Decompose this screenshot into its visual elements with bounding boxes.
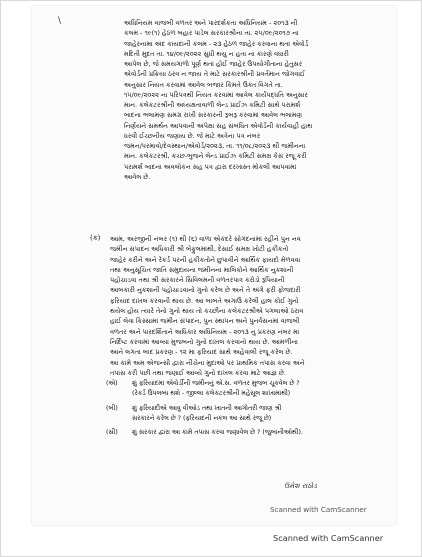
signature: ઉમેશ રાઠોડ: [284, 482, 317, 490]
paragraph-1: અધિનિયમ વાજબી વળતર અને પારદર્શકતા અધિનિયમ - ૨૦૧૩ ની કલમ - ૧૯(૧) હેઠળ બહાર પાડેલ સરકારશ્રીના તા. ૨૫/૦૯/૨૦૧૭ ના જાહેરનામા અંદ કાયદાની કલમ - ૨૩ હેઠળ જાહેર કરવાના થતાં એવોર્ડ મદિતી મુદત તા. ૧૪/૦૯/૨૦૨૨ સુધી થયુ ન હતા ના કારણે વધારી આપેલ છે, જે સમયગાળો પૂર્ણ થતાં હોઈ જાહેર ઉપયોગીતાના હેતુસર એવોર્ડની પ્રક્રિયા ઠરવ ન જાય તે માટે સરકારશ્રીની પ્રવર્તમાન જોગવાઈ અનુસાર નિયત કરવામાં આવેલ બજાર કિંમતે ઉક્ત વિગતે તા. ૧૫/૦૯/૨૦૨૨ ના પરિપત્રથી નિયત કરવામાં આવેલ કાર્યપદ્ધતિ અનુસાર માન. કલેકટરશ્રીની અધ્યક્ષતાવાળી લેન્ડ પ્રાઈઝ કમિટી સાથે પરામર્શ બાદના ભલામણ સમગ્ર રાખી સરકારની રૂબરૂ કરવામાં આવેલ ભલામણ નિર્ણયને સમર્થન આપવાની અપેક્ષા સહ સંબંધિત એવોર્ડની કાર્યવાહી હાથ ધરવી ઈચ્છનીય જણાય છે. જે માટે અત્રેના પત્ર નંબર જમન/પરમાવો/દેવસ્થાન/એવોર્ડ/૨૦૨૩, તા. ૧૧/૦૮/૨૦૨૩ થી જમીનના માન. કલેકટરશ્રી, કચ્છ-ભુજને લેન્ડ પ્રાઈઝ કમિટી સમક્ષ કેસ રજૂ કરી પરામર્શ બાદના અવલોકન સહ પત્ર દ્વારા દરખાસ્ત મોકલી આપવામાં આવેલ છે.: [124, 19, 313, 181]
list-item-text: શું ફરિયાદમાં એવોર્ડીની જમીનનું એ.સ. વળતર મુજબ ચૂકવેલ છે ? (રેકર્ડ ઉપલબ્ધ થશે - જીલ્લા કલેકટરશ્રીની મહેસૂલ શાખામાંથી): [132, 380, 300, 397]
paragraph-2: આમ, અરજીની નંબર (૧) થી (૬) વાળા એકંદરે સોગંદનામાં રહીને પુન નવ જમીન સંપાદન અધિકારી શ્રી બેફુલમાંથી, દેસાઈ સમક્ષ ખોટી હકીકતો જાહેર કરીને અને રેકર્ડ પરની હકીકતોને છુપાવીને આર્થિક ફાયદો મેળવવા તથા અનુસૂચિત જાતિ સમુદાયના જમીનના માલિકોને આર્થિક નુકશાની પહોચાડવા તથા શ્રી સરકારને સિવિલમની વળતરપાત્ર કરોડો રૂપિયાની આબકારી નુકશાની પહોચાડવાનો ગુનો કરેલ છે અને તે અંગે ફરી ફોજદારી ફરિયાદ દાખલ કરવાની થાય છે. આ બાબતે અગાઉ કરેલી હાલ કોઈ ગુનો થયેલ હોય ત્યારે તેનો ગુનો થાય તો કચ્છીના કલેકટરશ્રીએ પગલાઓ ઠરાવ હાઈ લેવા કિસ્સામાં જમીન સંપાદન, પુન સ્થાપન અને પુનર્વસનમાં વાજબી વળતર અને પારદર્શિતાને અધિકાર અધિનિયમ - ૨૦૧૩ નુ પ્રકરણ નંબર માં નિર્દિષ્ટ કરવામાં આવ્યા મુજબનો ગુનો દાખલ કરવાનો થાય છે. આમળીના આને લગતા બાદ પ્રકરણ - ૧૨ મા ફરિયાદ સાથે અહેવાલી રજૂ કરેલ છે. આ કામે અમ એજન્સી દ્વારા નીચેના મુદાઓ પર પ્રાથમિક તપાસ કરવા અને તપાસ કરી પછી તથા જણાઈ આવ્યે ગુનો દાખલ કરવા માટે આજ્ઞ છે.: [110, 235, 305, 377]
camscanner-watermark-outer: Scanned with CamScanner: [273, 533, 384, 543]
scanned-document-page: [32, 6, 396, 525]
corner-mark: \: [58, 16, 62, 26]
paragraph-2-label: (ક): [90, 234, 101, 242]
list-item-text: શું ફરિયાદીએ આવુ વીઓડ તથા ખાતની આગોતરી જાણ શ્રી સરકારને કરેલ છે ? (ફરિયાદની નકલ આ સાથે રજૂ છે): [132, 405, 282, 422]
camscanner-watermark-inner: Scanned with CamScanner: [270, 505, 367, 514]
list-item-label: (સી): [106, 429, 118, 436]
list-item-text: શું સરકાર દ્વારા આ કામે તપાસ કરવા જણાવેલ છે ? (જુબાનીઓથી).: [132, 429, 303, 436]
list-item-label: (એ): [106, 380, 118, 387]
list-item-label: (બી): [106, 405, 118, 412]
